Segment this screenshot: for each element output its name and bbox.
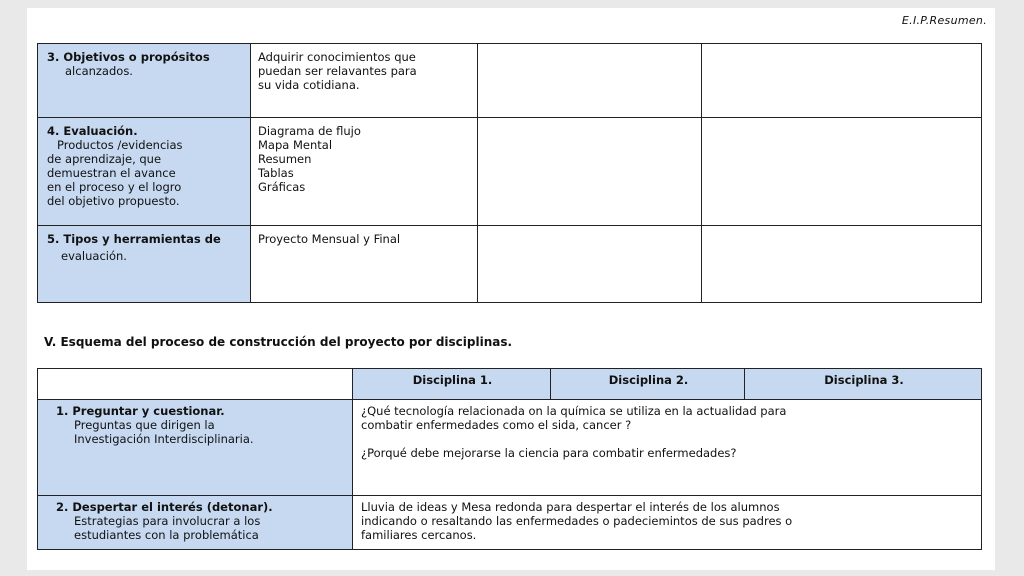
row-content: Lluvia de ideas y Mesa redonda para despertar el interés de los alumnos indicando o resaltando las enfermedades o padeciemintos de sus padres o familiares cercanos. [353, 496, 982, 550]
empty-cell [702, 118, 982, 226]
empty-header-cell [38, 369, 353, 400]
row-content: ¿Qué tecnología relacionada on la química se utiliza en la actualidad para combatir enfermedades como el sida, cancer ? ¿Porqué debe mejorarse la ciencia para combatir enfermedades? [353, 400, 982, 496]
header-row [38, 369, 982, 400]
row-value: Diagrama de flujo Mapa Mental Resumen Tablas Gráficas [251, 118, 478, 226]
empty-cell [702, 226, 982, 303]
objectives-table [37, 43, 982, 303]
empty-cell [478, 118, 702, 226]
row-label: 5. Tipos y herramientas de evaluación. [38, 226, 251, 303]
table-row [38, 118, 982, 226]
table-row [38, 44, 982, 118]
row-label: 1. Preguntar y cuestionar. Preguntas que dirigen la Investigación Interdisciplinaria. [38, 400, 353, 496]
header-discipline-2: Disciplina 2. [551, 369, 745, 400]
disciplines-table [37, 368, 982, 550]
empty-cell [478, 44, 702, 118]
empty-cell [478, 226, 702, 303]
document-code: E.I.P.Resumen. [901, 14, 987, 27]
header-discipline-1: Disciplina 1. [353, 369, 551, 400]
table-row [38, 226, 982, 303]
table-row [38, 400, 982, 496]
document-page [27, 8, 995, 570]
row-label: 2. Despertar el interés (detonar). Estrategias para involucrar a los estudiantes con la problemática [38, 496, 353, 550]
row-label: 4. Evaluación. Productos /evidencias de aprendizaje, que demuestran el avance en el proceso y el logro del objetivo propuesto. [38, 118, 251, 226]
section-title: V. Esquema del proceso de construcción del proyecto por disciplinas. [44, 335, 513, 349]
table-row [38, 496, 982, 550]
row-value: Adquirir conocimientos que puedan ser relavantes para su vida cotidiana. [251, 44, 478, 118]
row-label: 3. Objetivos o propósitos alcanzados. [38, 44, 251, 118]
row-value: Proyecto Mensual y Final [251, 226, 478, 303]
header-discipline-3: Disciplina 3. [745, 369, 982, 400]
empty-cell [702, 44, 982, 118]
